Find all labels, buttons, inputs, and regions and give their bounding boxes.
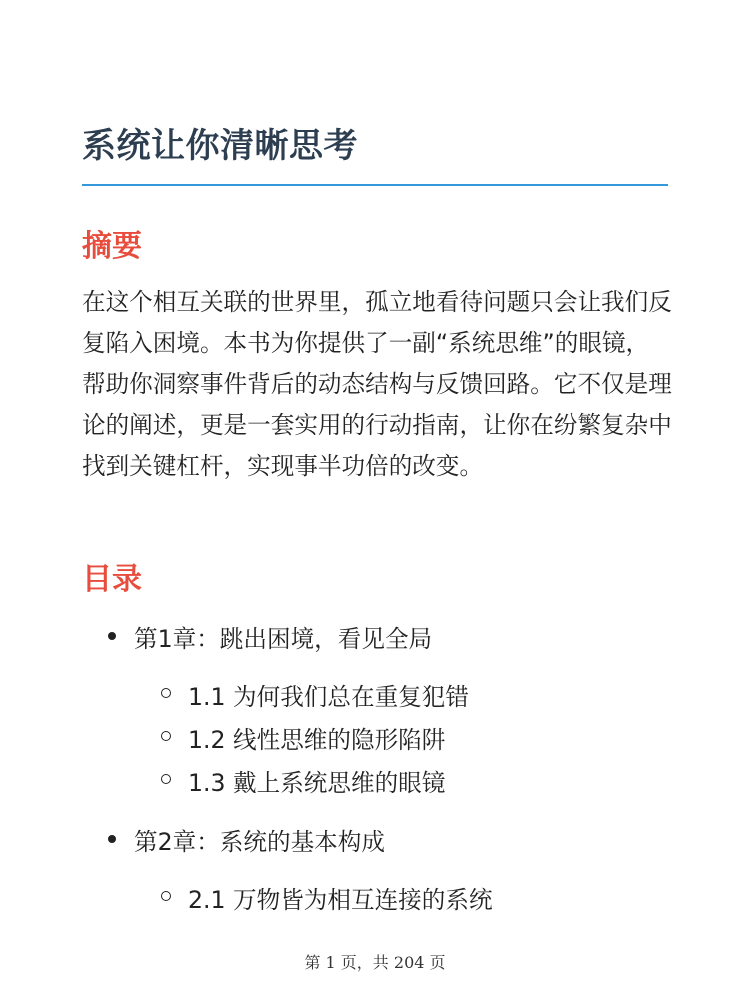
bullet-circle-icon <box>161 731 171 741</box>
abstract-heading: 摘要 <box>82 229 142 264</box>
toc-section-1-3 <box>188 764 445 798</box>
bullet-dot-icon <box>108 835 116 843</box>
title-divider <box>82 184 668 186</box>
toc-chapter-label: 第1章：跳出困境，看见全局 <box>134 625 433 653</box>
bullet-circle-icon <box>161 688 171 698</box>
bullet-circle-icon <box>161 774 171 784</box>
abstract-paragraph: 在这个相互关联的世界里，孤立地看待问题只会让我们反复陷入困境。本书为你提供了一副“系统思维”的眼镜，帮助你洞察事件背后的动态结构与反馈回路。它不仅是理论的阐述，更是一套实用的行动指南，让你在纷繁复杂中找到关键杠杆，实现事半功倍的改变。 <box>82 288 672 480</box>
toc-section-label: 1.3 戴上系统思维的眼镜 <box>188 769 446 797</box>
bullet-dot-icon <box>108 632 116 640</box>
toc-section-label: 1.2 线性思维的隐形陷阱 <box>188 726 446 754</box>
toc-section-label: 1.1 为何我们总在重复犯错 <box>188 683 469 711</box>
toc-chapter-label: 第2章：系统的基本构成 <box>134 828 385 856</box>
bullet-circle-icon <box>161 891 171 901</box>
toc-section-2-1 <box>188 881 493 915</box>
toc-section-1-2 <box>188 721 445 755</box>
toc-heading: 目录 <box>82 562 142 597</box>
toc-chapter-2 <box>134 823 385 857</box>
book-title: 系统让你清晰思考 <box>82 126 358 166</box>
page-number-footer: 第 1 页，共 204 页 <box>304 953 446 972</box>
toc-chapter-1 <box>134 620 432 654</box>
toc-section-1-1 <box>188 678 469 712</box>
document-page <box>82 0 672 1000</box>
toc-section-label: 2.1 万物皆为相互连接的系统 <box>188 886 493 914</box>
